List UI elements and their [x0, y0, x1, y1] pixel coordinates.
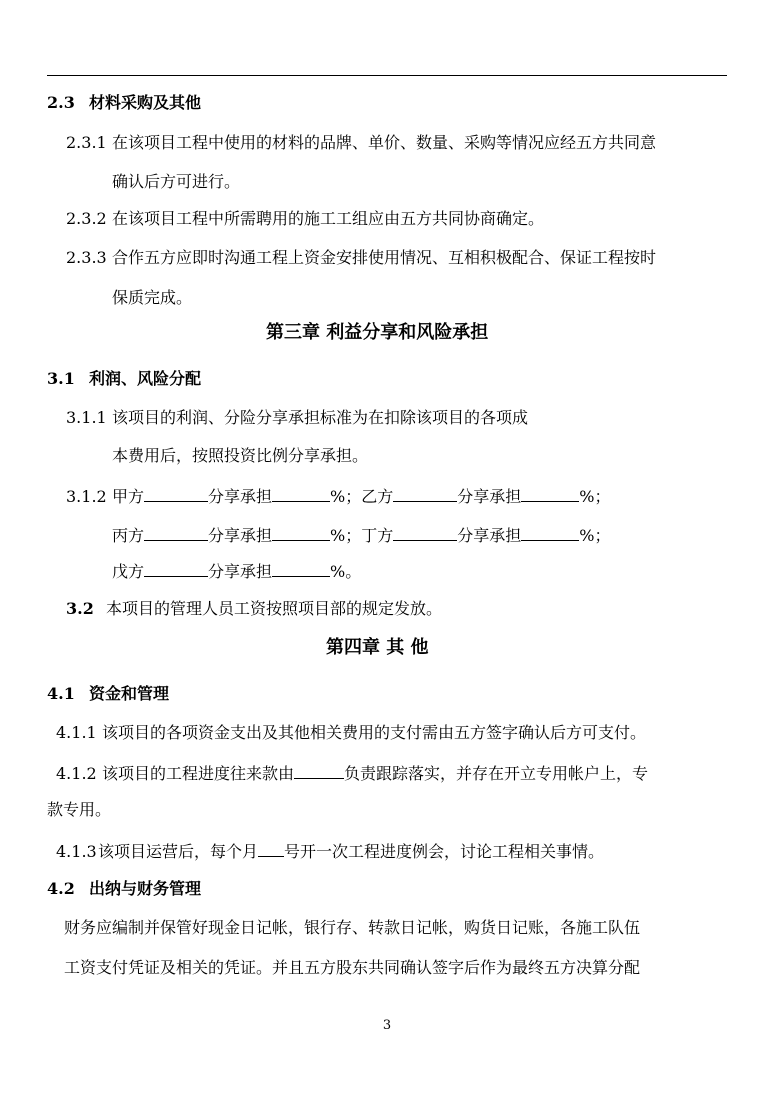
chapter-4-title: 第四章 其 他	[326, 637, 429, 658]
clause-2-3-3-cont: 保质完成。	[112, 288, 193, 307]
clause-3-1-2: 3.1.2 甲方 分享承担 %；乙方 分享承担 %；	[66, 487, 611, 506]
section-4-2-para-line-1: 财务应编制并保管好现金日记帐，银行存、转款日记帐，购货日记账，各施工队伍	[64, 918, 641, 937]
jia-name-blank[interactable]	[144, 485, 208, 502]
section-4-2-para-line-2: 工资支付凭证及相关的凭证。并且五方股东共同确认签字后作为最终五方决算分配	[64, 958, 641, 977]
clause-4-1-3: 4.1.3该项目运营后，每个月 号开一次工程进度例会，讨论工程相关事情。	[56, 842, 605, 861]
wu-name-blank[interactable]	[144, 560, 208, 577]
clause-4-1-2-cont: 款专用。	[47, 800, 112, 819]
chapter-3-title: 第三章 利益分享和风险承担	[266, 322, 489, 343]
clause-4-1-1: 4.1.1 该项目的各项资金支出及其他相关费用的支付需由五方签字确认后方可支付。	[56, 723, 647, 742]
bing-pct-blank[interactable]	[272, 524, 330, 541]
clause-2-3-3: 2.3.3 合作五方应即时沟通工程上资金安排使用情况、互相积极配合、保证工程按时	[66, 248, 657, 267]
section-2-3-heading: 2.3 材料采购及其他	[47, 93, 202, 112]
ding-name-blank[interactable]	[393, 524, 457, 541]
clause-2-3-1-cont: 确认后方可进行。	[112, 172, 241, 191]
ding-pct-blank[interactable]	[521, 524, 579, 541]
header-rule	[47, 75, 727, 76]
bing-name-blank[interactable]	[144, 524, 208, 541]
jia-pct-blank[interactable]	[272, 485, 330, 502]
clause-2-3-1: 2.3.1 在该项目工程中使用的材料的品牌、单价、数量、采购等情况应经五方共同意	[66, 133, 657, 152]
clause-3-1-1: 3.1.1 该项目的利润、分险分享承担标准为在扣除该项目的各项成	[66, 408, 529, 427]
meeting-day-blank[interactable]	[258, 840, 284, 857]
page-number: 3	[382, 1018, 392, 1033]
section-4-2-heading: 4.2 出纳与财务管理	[47, 879, 202, 898]
clause-3-1-2-row-3: 戊方 分享承担 %。	[112, 562, 362, 581]
clause-4-1-2: 4.1.2 该项目的工程进度往来款由 负责跟踪落实，并存在开立专用帐户上，专	[56, 764, 649, 783]
section-4-1-heading: 4.1 资金和管理	[47, 684, 170, 703]
wu-pct-blank[interactable]	[272, 560, 330, 577]
clause-3-2: 3.2 本项目的管理人员工资按照项目部的规定发放。	[66, 599, 443, 618]
clause-2-3-2: 2.3.2 在该项目工程中所需聘用的施工工组应由五方共同协商确定。	[66, 209, 545, 228]
responsible-party-blank[interactable]	[294, 762, 344, 779]
section-3-1-heading: 3.1 利润、风险分配	[47, 369, 202, 388]
clause-3-1-2-row-2: 丙方 分享承担 %；丁方 分享承担 %；	[112, 526, 611, 545]
clause-3-1-1-cont: 本费用后，按照投资比例分享承担。	[112, 446, 369, 465]
yi-pct-blank[interactable]	[521, 485, 579, 502]
yi-name-blank[interactable]	[393, 485, 457, 502]
